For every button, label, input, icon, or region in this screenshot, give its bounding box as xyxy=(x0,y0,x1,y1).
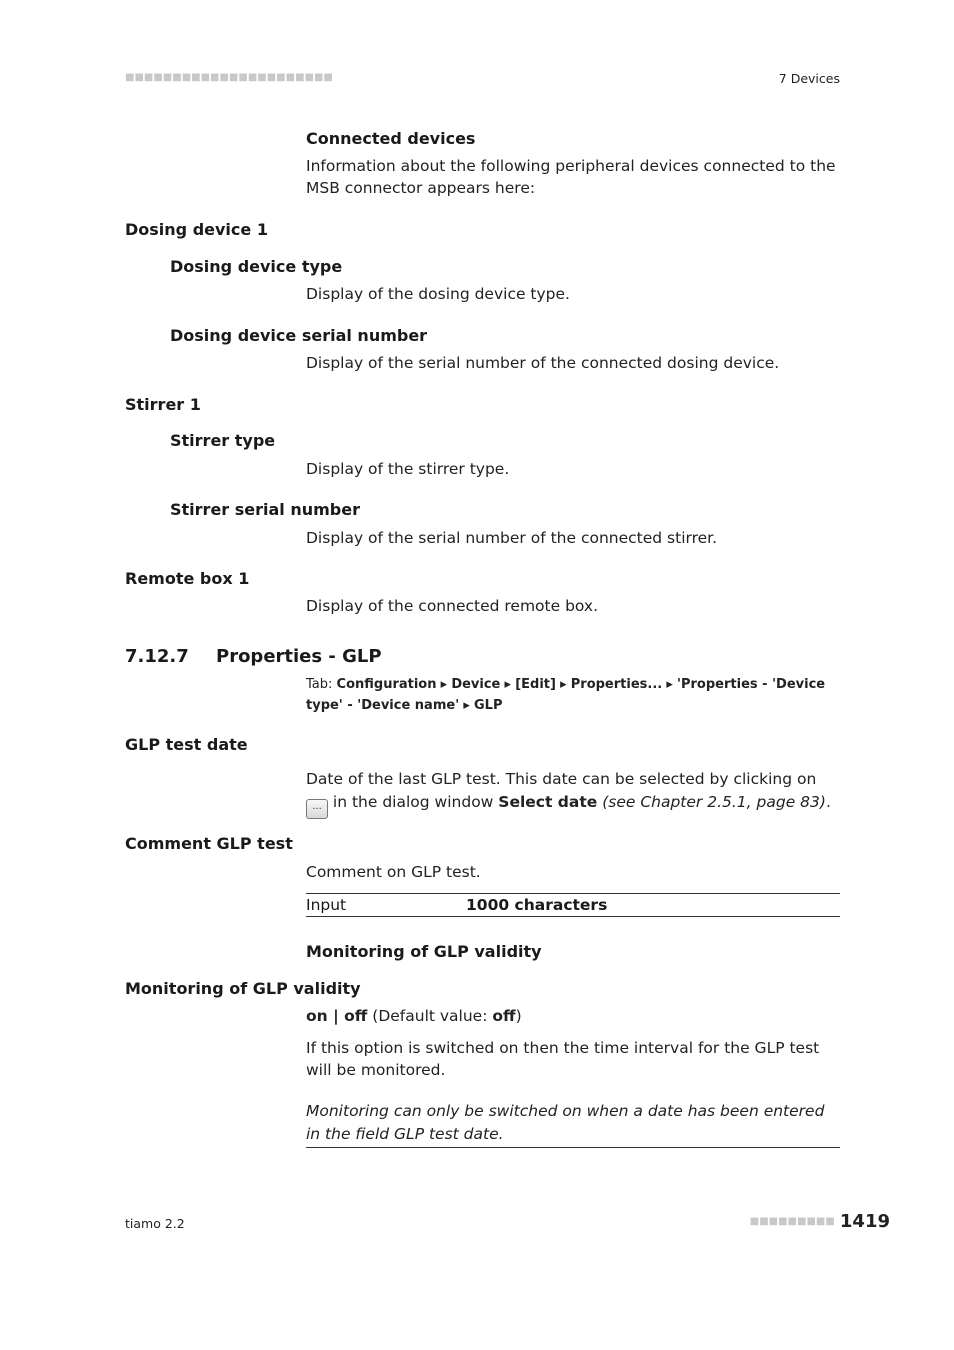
glp-date-text-part: Date of the last GLP test. This date can be selected by clicking on xyxy=(306,770,817,788)
monitoring-subheading: Monitoring of GLP validity xyxy=(306,942,542,961)
glp-test-date-heading: GLP test date xyxy=(125,735,248,754)
monitoring-text: If this option is switched on then the time interval for the GLP test will be monitored. xyxy=(306,1039,820,1079)
page-number-block xyxy=(750,1211,890,1232)
dosing-device-heading: Dosing device 1 xyxy=(125,220,268,239)
dosing-device-serial-label: Dosing device serial number xyxy=(170,326,428,345)
dosing-device-type-text: Display of the dosing device type. xyxy=(306,285,570,303)
input-label: Input xyxy=(306,896,347,914)
default-value: off xyxy=(492,1007,516,1025)
footer-decoration: ■■■■■■■■■ xyxy=(749,1216,835,1227)
chapter-title: 7 Devices xyxy=(778,71,840,86)
stirrer-heading: Stirrer 1 xyxy=(125,395,201,414)
monitoring-note: Monitoring can only be switched on when a date has been entered in the field GLP test date. xyxy=(306,1100,840,1148)
stirrer-serial-text: Display of the serial number of the connected stirrer. xyxy=(306,529,718,547)
page-number: 1419 xyxy=(839,1211,890,1232)
glp-date-text-end: . xyxy=(825,793,831,811)
section-title: Properties - GLP xyxy=(216,646,382,667)
remote-box-text: Display of the connected remote box. xyxy=(306,597,599,615)
monitoring-heading: Monitoring of GLP validity xyxy=(125,979,361,998)
connected-devices-heading: Connected devices xyxy=(306,129,476,148)
path-arrow-icon: ▸ xyxy=(504,677,512,692)
tab-path xyxy=(306,674,846,716)
chapter-reference: (see Chapter 2.5.1, page 83) xyxy=(602,793,826,811)
glp-date-text-part: in the dialog window xyxy=(328,793,499,811)
section-number: 7.12.7 xyxy=(125,646,189,667)
stirrer-type-text: Display of the stirrer type. xyxy=(306,460,510,478)
path-device: Device xyxy=(451,677,501,692)
section-heading xyxy=(125,646,382,667)
monitoring-options xyxy=(306,1005,840,1027)
path-arrow-icon: ▸ xyxy=(440,677,448,692)
dosing-device-serial-text: Display of the serial number of the connected dosing device. xyxy=(306,354,780,372)
glp-test-date-text xyxy=(306,768,840,819)
path-properties-dialog: 'Properties - 'Device type' - 'Device name' xyxy=(306,677,826,713)
default-prefix: (Default value: xyxy=(367,1007,493,1025)
path-arrow-icon: ▸ xyxy=(560,677,567,692)
path-edit: [Edit] xyxy=(515,677,556,692)
path-arrow-icon: ▸ xyxy=(463,698,470,713)
path-properties: Properties... xyxy=(570,677,663,692)
header-decoration: ■■■■■■■■■■■■■■■■■■■■■■ xyxy=(125,72,333,83)
comment-glp-heading: Comment GLP test xyxy=(125,834,293,853)
dosing-device-type-label: Dosing device type xyxy=(170,257,343,276)
ellipsis-button-icon: ... xyxy=(306,799,328,819)
select-date-dialog-name: Select date xyxy=(498,793,598,811)
stirrer-serial-label: Stirrer serial number xyxy=(170,500,360,519)
input-spec-table xyxy=(306,893,840,917)
stirrer-type-label: Stirrer type xyxy=(170,431,276,450)
remote-box-heading: Remote box 1 xyxy=(125,569,250,588)
path-configuration: Configuration xyxy=(336,677,437,692)
path-glp: GLP xyxy=(474,698,503,713)
product-version: tiamo 2.2 xyxy=(125,1216,185,1231)
tab-prefix: Tab: xyxy=(306,677,337,692)
path-arrow-icon: ▸ xyxy=(666,677,673,692)
option-values: on | off xyxy=(306,1007,368,1025)
default-suffix: ) xyxy=(515,1007,522,1025)
input-value: 1000 characters xyxy=(466,896,608,914)
comment-glp-text: Comment on GLP test. xyxy=(306,863,481,881)
connected-devices-text: Information about the following peripheral devices connected to the MSB connector appears here: xyxy=(306,157,836,197)
